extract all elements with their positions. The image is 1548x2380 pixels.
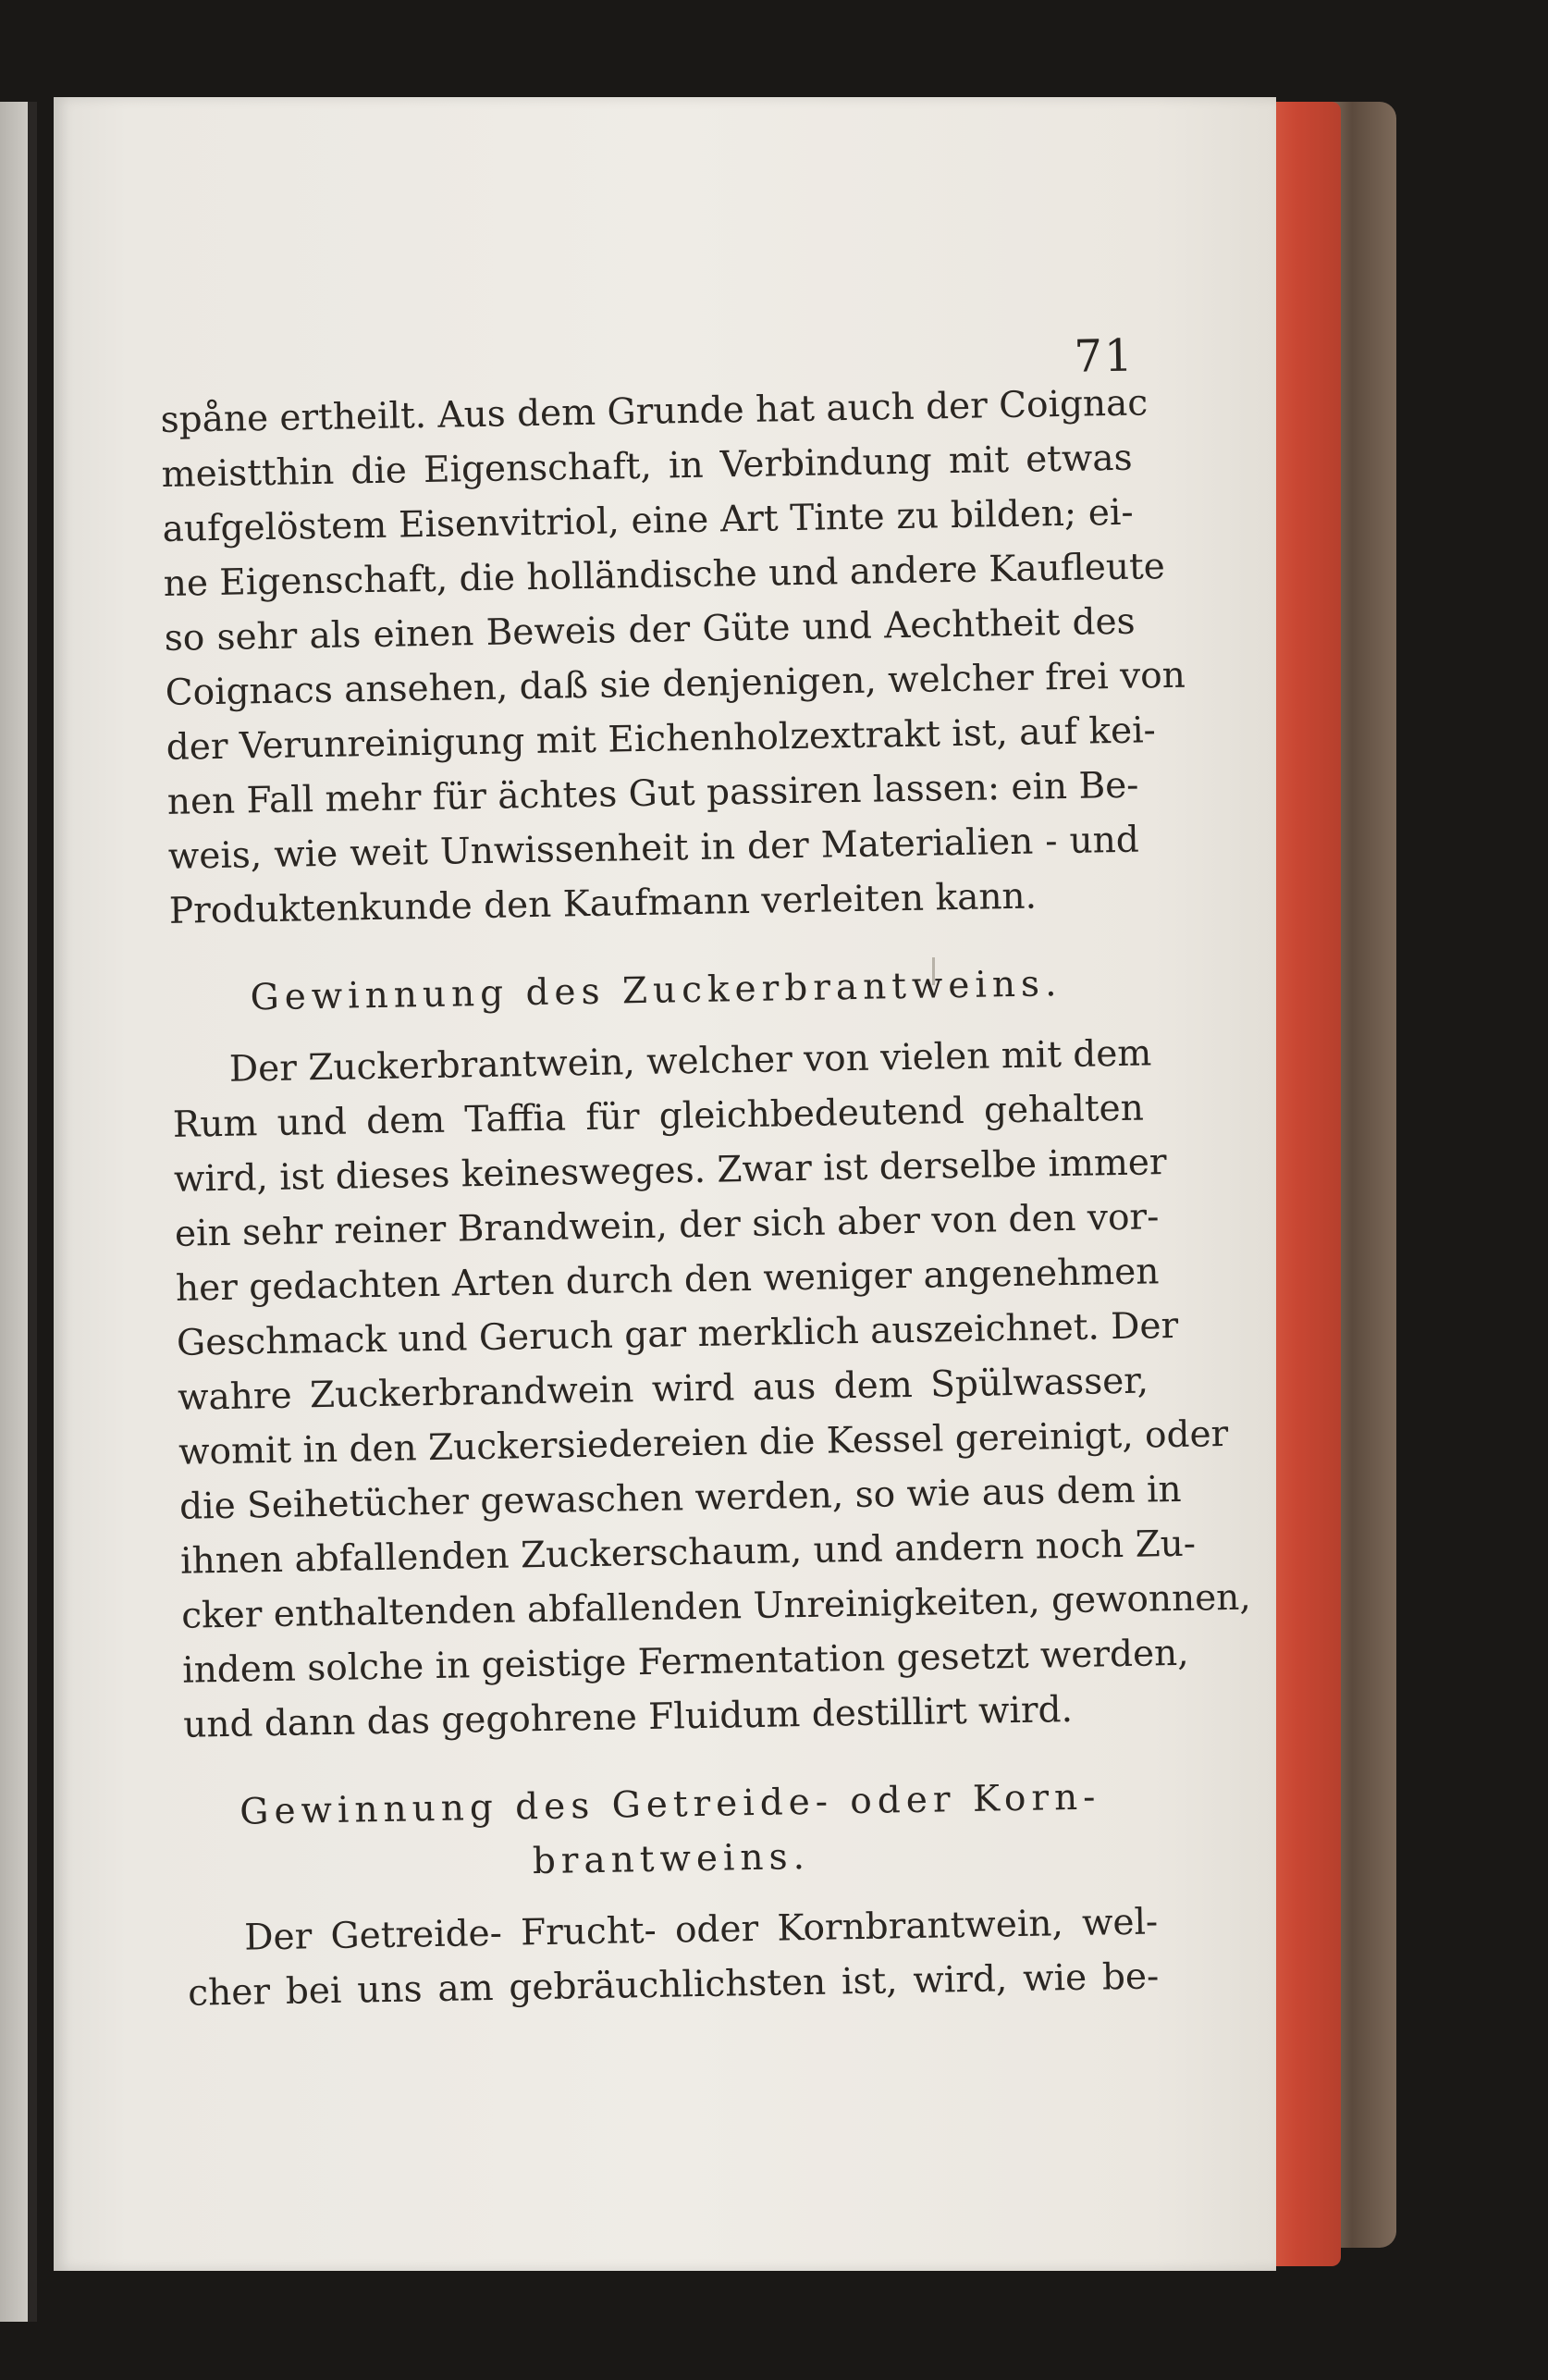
text-line: ihnen abfallenden Zuckerschaum, und andern noch Zu-: [179, 1523, 1197, 1583]
text-line: indem solche in geistige Fermentation gesetzt werden,: [181, 1632, 1189, 1692]
text-line: Der Getreide- Frucht- oder Kornbrantwein, wel-: [243, 1901, 1159, 1959]
text-line: die Seihetücher gewaschen werden, so wie aus dem in: [178, 1468, 1182, 1528]
text-line: spåne ertheilt. Aus dem Grunde hat auch der Coignac: [160, 382, 1149, 441]
text-line: nen Fall mehr für ächtes Gut passiren lassen: ein Be-: [166, 764, 1139, 823]
paragraph-3: [187, 1894, 1160, 2020]
text-line: Der Zuckerbrantwein, welcher von vielen mit dem: [228, 1032, 1152, 1091]
section-heading: Gewinnung des Zuckerbrantweins.: [250, 963, 1063, 1019]
book-page: [54, 97, 1276, 2271]
text-line: cker enthaltenden abfallenden Unreinigkeiten, gewonnen,: [180, 1576, 1252, 1637]
section-heading: Gewinnung des Getreide- oder Korn-: [239, 1776, 1101, 1833]
text-line: wahre Zuckerbrandwein wird aus dem Spülwasser,: [177, 1360, 1149, 1419]
gutter-shadow: [28, 102, 37, 2322]
text-line: ne Eigenschaft, die holländische und andere Kaufleute: [163, 546, 1166, 605]
text-line: der Verunreinigung mit Eichenholzextrakt ist, auf kei-: [166, 709, 1157, 769]
page-number: 71: [1074, 329, 1136, 383]
text-line: Produktenkunde den Kaufmann verleiten kann.: [168, 875, 1038, 932]
red-page-edges: [1265, 102, 1341, 2266]
text-line: cher bei uns am gebräuchlichsten ist, wird, wie be-: [187, 1955, 1160, 2015]
text-line: Rum und dem Taffia für gleichbedeutend gehalten: [172, 1087, 1145, 1146]
text-line: meistthin die Eigenschaft, in Verbindung mit etwas: [161, 437, 1133, 496]
paragraph-2: [171, 1027, 1252, 1753]
page-text: [157, 210, 1252, 2021]
text-line: weis, wie weit Unwissenheit in der Materialien - und: [167, 819, 1140, 878]
text-line: womit in den Zuckersiedereien die Kessel gereinigt, oder: [178, 1412, 1229, 1474]
paragraph-1: [160, 376, 1186, 939]
text-line: Coignacs ansehen, daß sie denjenigen, welcher frei von: [165, 654, 1186, 714]
text-line: wird, ist dieses keinesweges. Zwar ist derselbe immer: [173, 1141, 1167, 1201]
text-line: und dann das gegohrene Fluidum destillirt wird.: [182, 1688, 1074, 1746]
text-line: ein sehr reiner Brandwein, der sich aber von den vor-: [174, 1196, 1160, 1255]
text-line: aufgelöstem Eisenvitriol, eine Art Tinte zu bilden; ei-: [162, 491, 1134, 550]
text-line: so sehr als einen Beweis der Güte und Aechtheit des: [164, 600, 1136, 660]
text-line: her gedachten Arten durch den weniger angenehmen: [175, 1251, 1160, 1310]
section-heading-continued: brantweins.: [532, 1835, 811, 1883]
text-line: Geschmack und Geruch gar merklich auszeichnet. Der: [176, 1304, 1179, 1364]
